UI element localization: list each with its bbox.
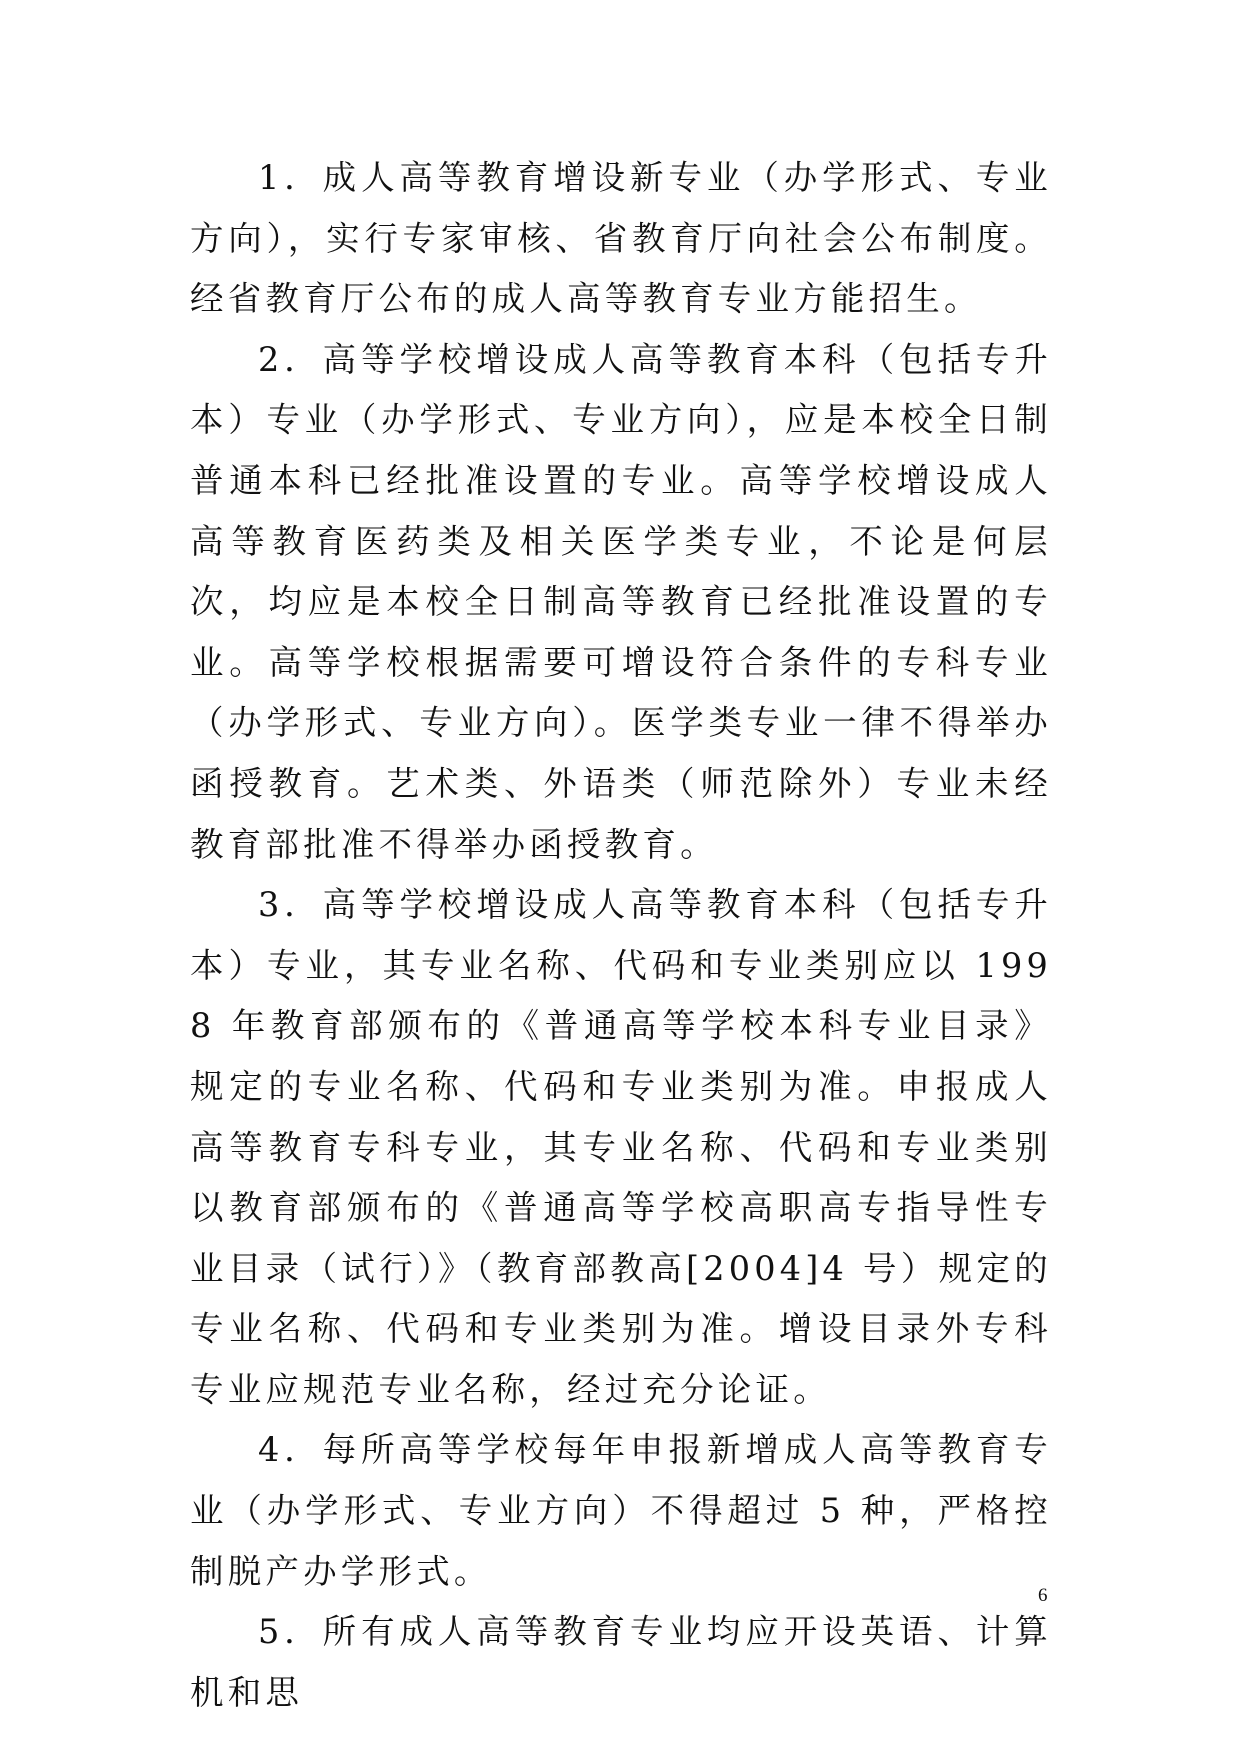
paragraph-item-4: 4．每所高等学校每年申报新增成人高等教育专业（办学形式、专业方向）不得超过 5 种，严格控制脱产办学形式。 — [190, 1430, 1052, 1591]
paragraph-item-2: 2．高等学校增设成人高等教育本科（包括专升本）专业（办学形式、专业方向），应是本校全日制普通本科已经批准设置的专业。高等学校增设成人高等教育医药类及相关医学类专业，不论是何层次，均应是本校全日制高等教育已经批准设置的专业。高等学校根据需要可增设符合条件的专科专业（办学形式、专业方向）。医学类专业一律不得举办函授教育。艺术类、外语类（师范除外）专业未经教育部批准不得举办函授教育。 — [190, 339, 1052, 864]
page-number: 6 — [1038, 1585, 1048, 1606]
paragraph-item-5: 5．所有成人高等教育专业均应开设英语、计算机和思 — [190, 1612, 1052, 1712]
document-body — [190, 148, 1052, 1723]
paragraph-item-1: 1．成人高等教育增设新专业（办学形式、专业方向），实行专家审核、省教育厅向社会公布制度。经省教育厅公布的成人高等教育专业方能招生。 — [190, 158, 1052, 319]
paragraph-item-3: 3．高等学校增设成人高等教育本科（包括专升本）专业，其专业名称、代码和专业类别应以 1998 年教育部颁布的《普通高等学校本科专业目录》规定的专业名称、代码和专业类别为准。申报成人高等教育专科专业，其专业名称、代码和专业类别以教育部颁布的《普通高等学校高职高专指导性专业目录（试行）》（教育部教高[2004]4 号）规定的专业名称、代码和专业类别为准。增设目录外专科专业应规范专业名称，经过充分论证。 — [190, 885, 1052, 1409]
